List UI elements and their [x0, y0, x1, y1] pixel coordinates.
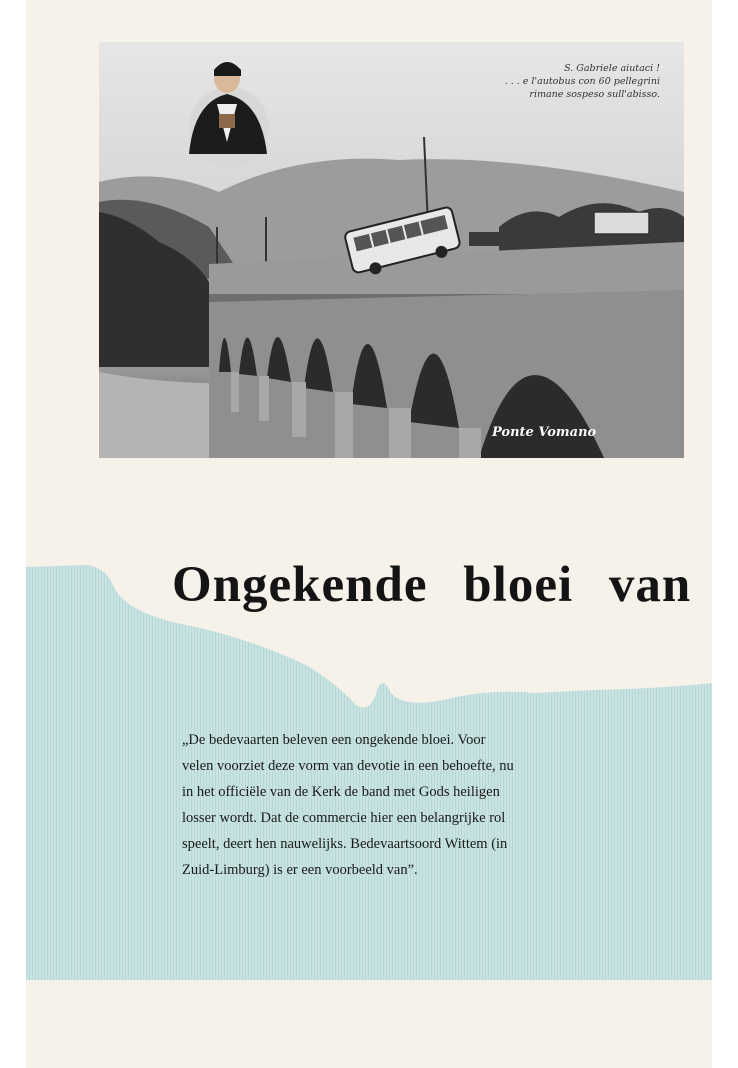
quote-line: Zuid-Limburg) is er een voorbeeld van”.: [182, 862, 418, 878]
headline: Ongekende bloei van: [172, 557, 692, 613]
bridge-label: Ponte Vomano: [492, 425, 597, 440]
quote-line: velen voorziet deze vorm van devotie in een behoefte, nu: [182, 758, 514, 774]
bridge-photo: [99, 42, 684, 458]
caption-line: S. Gabriele aiutaci !: [564, 63, 660, 74]
quote-line: speelt, deert hen nauwelijks. Bedevaartsoord Wittem (in: [182, 836, 508, 852]
quote-line: losser wordt. Dat de commercie hier een belangrijke rol: [182, 810, 506, 826]
bridge-photo-illustration: [99, 42, 684, 458]
caption-line: . . . e l'autobus con 60 pellegrini: [504, 76, 660, 87]
quote-paragraph: [182, 727, 622, 883]
photo-caption: [505, 62, 660, 101]
caption-line: rimane sospeso sull'abisso.: [529, 89, 660, 100]
quote-line: in het officiële van de Kerk de band met Gods heiligen: [182, 784, 500, 800]
quote-line: „De bedevaarten beleven een ongekende bloei. Voor: [182, 732, 486, 748]
